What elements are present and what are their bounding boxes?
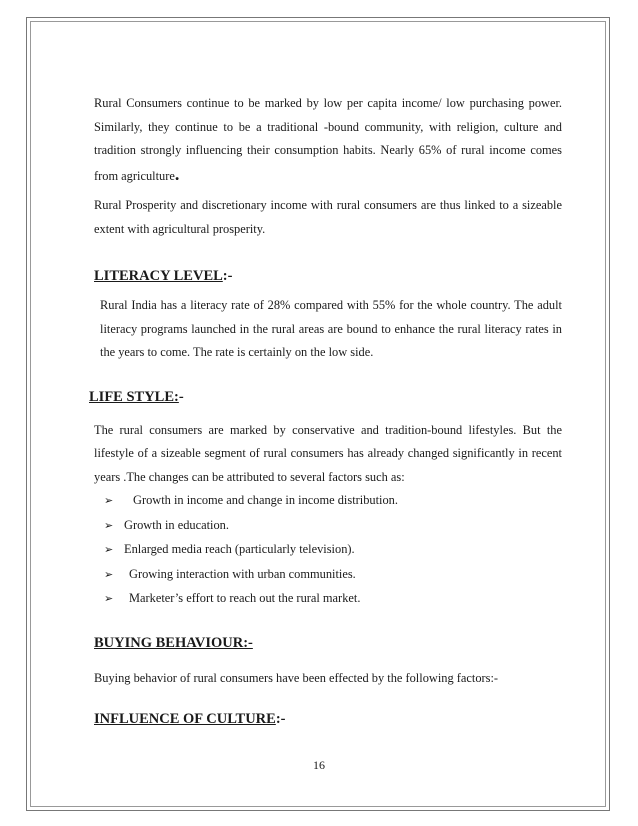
literacy-heading-suffix: :- — [222, 268, 233, 284]
literacy-heading — [94, 266, 562, 286]
list-item — [104, 538, 562, 563]
buying-heading — [94, 633, 562, 653]
list-item — [104, 514, 562, 539]
buying-heading-text: BUYING BEHAVIOUR:- — [94, 634, 253, 651]
list-item-text: Growth in education. — [124, 517, 229, 532]
lifestyle-heading-text: LIFE STYLE: — [89, 388, 179, 405]
list-item — [104, 489, 562, 514]
list-item-text: Growing interaction with urban communities. — [129, 566, 356, 581]
culture-heading-text: INFLUENCE OF CULTURE — [94, 711, 276, 727]
lifestyle-factors-list — [94, 489, 562, 612]
list-item-text: Marketer’s effort to reach out the rural market. — [129, 591, 361, 605]
lifestyle-heading-suffix: - — [178, 388, 184, 405]
page-content — [89, 92, 562, 729]
page-number: 16 — [313, 758, 325, 772]
intro-paragraph-period: . — [174, 163, 180, 184]
arrow-bullet-icon: ➢ — [104, 568, 114, 581]
list-item — [104, 587, 562, 612]
prosperity-paragraph: Rural Prosperity and discretionary income with rural consumers are thus linked to a sizeable extent with agricultural prosperity. — [94, 198, 562, 236]
list-item — [104, 563, 562, 588]
list-item-text: Enlarged media reach (particularly television). — [124, 542, 355, 556]
intro-paragraph-text: Rural Consumers continue to be marked by low per capita income/ low purchasing power. Similarly, they continue to be a traditional -bound community, with religion, culture and tradition strongly influencing their consumption habits. Nearly 65% of rural income comes from agriculture — [94, 96, 562, 183]
arrow-bullet-icon: ➢ — [104, 544, 114, 556]
arrow-bullet-icon: ➢ — [104, 495, 114, 507]
list-item-text: Growth in income and change in income distribution. — [133, 493, 398, 507]
lifestyle-paragraph: The rural consumers are marked by conservative and tradition-bound lifestyles. But the lifestyle of a sizeable segment of rural consumers has already changed significantly in recent years .The changes can be attributed to several factors such as: — [94, 422, 562, 484]
lifestyle-heading — [89, 387, 562, 407]
intro-paragraph — [94, 92, 562, 188]
literacy-paragraph: Rural India has a literacy rate of 28% compared with 55% for the whole country. The adult literacy programs launched in the rural areas are bound to enhance the rural literacy rates in the years to come. The rate is certainly on the low side. — [100, 298, 562, 359]
literacy-heading-text: LITERACY LEVEL — [94, 268, 223, 284]
arrow-bullet-icon: ➢ — [104, 519, 114, 532]
arrow-bullet-icon: ➢ — [104, 593, 114, 605]
culture-heading — [94, 709, 562, 729]
culture-heading-suffix: :- — [275, 711, 286, 727]
buying-paragraph: Buying behavior of rural consumers have been effected by the following factors:- — [94, 670, 499, 685]
